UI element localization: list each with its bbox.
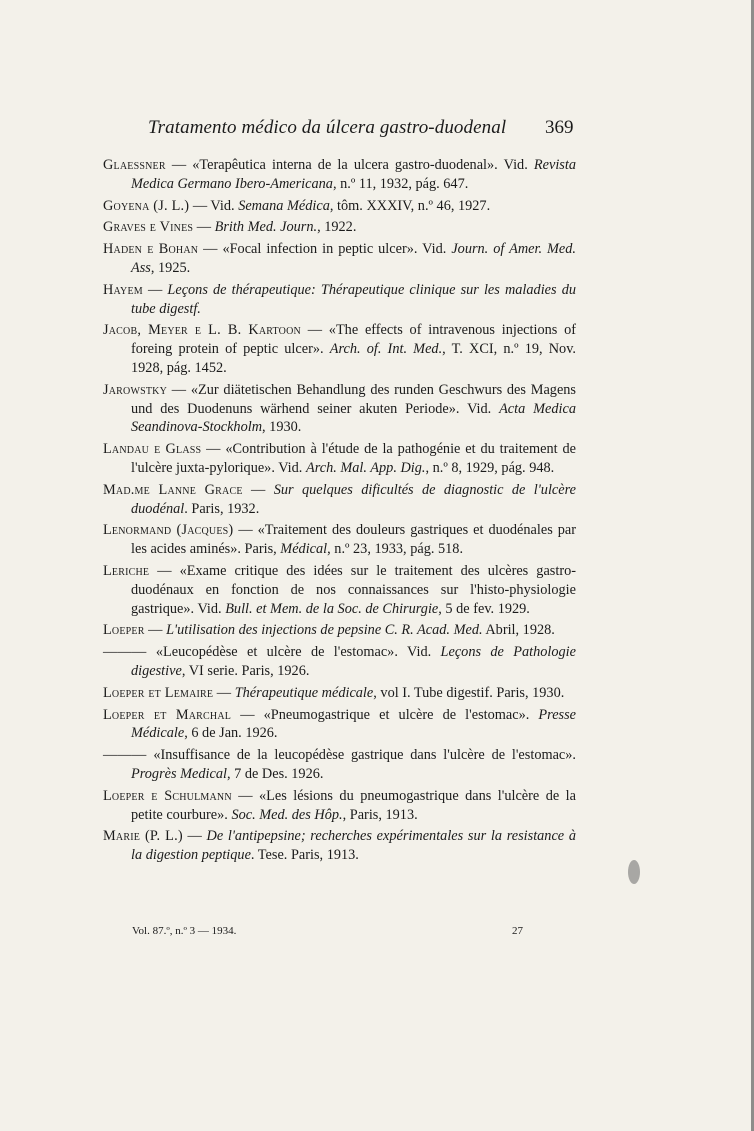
entry-tail: . Tese. Paris, 1913.: [250, 847, 359, 864]
entry-tail: Abril, 1928.: [482, 622, 555, 639]
entry-text: —: [144, 622, 167, 639]
bibliography-entry: [103, 746, 576, 784]
entry-text: — «Terapêutica interna de la ulcera gastro-duodenal». Vid.: [165, 157, 534, 173]
bibliography-entry: [103, 827, 576, 865]
entry-tail: , tôm. XXXIV, n.º 46, 1927.: [329, 197, 491, 214]
entry-source: Journ. of Amer. Med. Ass: [131, 241, 576, 276]
entry-source: Acta Medica Seandinova-Stockholm: [131, 400, 576, 436]
entry-author: Loeper: [103, 622, 145, 639]
entry-tail: , vol I. Tube digestif. Paris, 1930.: [373, 684, 565, 701]
entry-author: Loeper et Marchal: [103, 706, 232, 723]
entry-text: —: [142, 281, 168, 298]
bibliography-entry: [103, 521, 576, 559]
entry-source: Soc. Med. des Hôp.: [231, 806, 343, 823]
bibliography-entry: [103, 197, 576, 216]
bibliography-entry: [103, 706, 576, 744]
bibliography-entry: [103, 440, 576, 478]
entry-author: Hayem: [103, 281, 143, 298]
entry-source: Revista Medica Germano Ibero-Americana: [131, 157, 576, 192]
entry-source: Semana Médica: [238, 197, 330, 214]
running-title: Tratamento médico da úlcera gastro-duodenal: [148, 117, 507, 138]
entry-text: «Leucopédèse et ulcère de l'estomac». Vid.: [146, 644, 441, 661]
entry-source: Leçons de Pathologie digestive: [131, 644, 576, 679]
entry-tail: , 1925.: [150, 259, 191, 276]
entry-text: — «Traitement des douleurs gastriques et duodénales par les acides aminés». Paris,: [131, 522, 577, 558]
entry-author: Leriche: [103, 562, 150, 579]
entry-source: Médical: [280, 541, 328, 558]
ink-smudge: [628, 860, 640, 884]
entry-text: — «Les lésions du pneumogastrique dans l'ulcère de la petite courbure».: [131, 787, 577, 823]
entry-tail: , n.º 8, 1929, pág. 948.: [425, 459, 555, 476]
entry-tail: , n.º 11, 1932, pág. 647.: [332, 175, 469, 192]
entry-author: Graves e Vines: [103, 219, 194, 236]
entry-author: Jacob, Meyer e L. B. Kartoon: [103, 322, 301, 339]
entry-author: Glaessner: [103, 157, 166, 173]
entry-source: Arch. Mal. App. Dig.: [305, 459, 426, 476]
entry-source: Progrès Medical: [131, 765, 227, 782]
page-number: 369: [545, 117, 574, 138]
entry-text: —: [193, 219, 215, 236]
entry-author: Lenormand (Jacques): [103, 522, 234, 539]
entry-author: Marie (P. L.): [103, 828, 183, 845]
entry-author: Goyena (J. L.): [103, 197, 190, 214]
entry-source: Leçons de thérapeutique: Thérapeutique clinique sur les maladies du tube digestf.: [131, 281, 576, 317]
entry-tail: , 1930.: [262, 419, 302, 436]
entry-author: Jarowstky: [103, 381, 168, 398]
entry-source: Thérapeutique médicale: [234, 684, 374, 701]
entry-text: — «Pneumogastrique et ulcère de l'estomac».: [231, 706, 539, 723]
entry-tail: , T. XCI, n.º 19, Nov. 1928, pág. 1452.: [131, 341, 576, 376]
entry-source: L'utilisation des injections de pepsine C. R. Acad. Med.: [166, 622, 483, 639]
bibliography-entry: [103, 281, 576, 319]
entry-tail: , 6 de Jan. 1926.: [184, 725, 278, 742]
signature-mark: 27: [512, 925, 523, 937]
entry-text: — «Zur diätetischen Behandlung des runden Geschwurs des Magens und des Duodenuns wärhend seiner akuten Periode». Vid.: [131, 381, 576, 417]
bibliography-list: [103, 156, 576, 868]
entry-text: —: [242, 481, 274, 498]
entry-source: Arch. of. Int. Med.: [329, 341, 443, 358]
bibliography-entry: [103, 218, 576, 237]
entry-tail: , 7 de Des. 1926.: [226, 765, 324, 782]
entry-author: Landau e Glass: [103, 441, 202, 458]
bibliography-entry: [103, 643, 576, 681]
entry-tail: , VI serie. Paris, 1926.: [181, 662, 310, 679]
entry-text: — «Contribution à l'étude de la pathogénie et du traitement de l'ulcère juxta-pylorique». Vid.: [131, 441, 576, 476]
entry-author: ———: [103, 747, 147, 764]
entry-text: —: [182, 828, 207, 845]
entry-tail: . Paris, 1932.: [184, 500, 260, 517]
entry-tail: , 5 de fev. 1929.: [438, 600, 530, 617]
entry-author: Mad.me Lanne Grace: [103, 481, 243, 498]
entry-text: — Vid.: [189, 197, 239, 214]
entry-author: ———: [103, 644, 147, 661]
bibliography-entry: [103, 156, 576, 194]
entry-tail: , 1922.: [317, 219, 357, 236]
entry-text: — «Focal infection in peptic ulcer». Vid.: [198, 241, 452, 258]
bibliography-entry: [103, 481, 576, 519]
bibliography-entry: [103, 321, 576, 377]
bibliography-entry: [103, 562, 576, 618]
entry-source: De l'antipepsine; recherches expérimentales sur la resistance à la digestion peptique: [131, 828, 577, 864]
entry-tail: , n.º 23, 1933, pág. 518.: [327, 541, 464, 558]
bibliography-entry: [103, 240, 576, 278]
entry-text: —: [213, 684, 235, 701]
bibliography-entry: [103, 787, 576, 825]
entry-text: — «The effects of intravenous injections of foreing protein of peptic ulcer».: [131, 322, 576, 358]
entry-source: Brith Med. Journ.: [214, 219, 318, 236]
entry-text: — «Exame critique des idées sur le traitement des ulcères gastro-duodénaux en fonction de nos connaissances sur l'histo-physiologie gastrique». Vid.: [131, 562, 576, 617]
bibliography-entry: [103, 621, 576, 640]
entry-tail: , Paris, 1913.: [342, 806, 418, 823]
entry-author: Loeper et Lemaire: [103, 684, 214, 701]
bibliography-entry: [103, 381, 576, 437]
entry-source: Presse Médicale: [131, 706, 577, 742]
entry-author: Haden e Bohan: [103, 241, 199, 258]
entry-text: «Insuffisance de la leucopédèse gastrique dans l'ulcère de l'estomac».: [146, 747, 576, 764]
entry-source: Sur quelques dificultés de diagnostic de l'ulcère duodénal: [131, 481, 576, 517]
bibliography-entry: [103, 684, 576, 703]
entry-source: Bull. et Mem. de la Soc. de Chirurgie: [225, 600, 439, 617]
volume-line: Vol. 87.º, n.º 3 — 1934.: [132, 925, 237, 937]
entry-author: Loeper e Schulmann: [103, 787, 232, 804]
